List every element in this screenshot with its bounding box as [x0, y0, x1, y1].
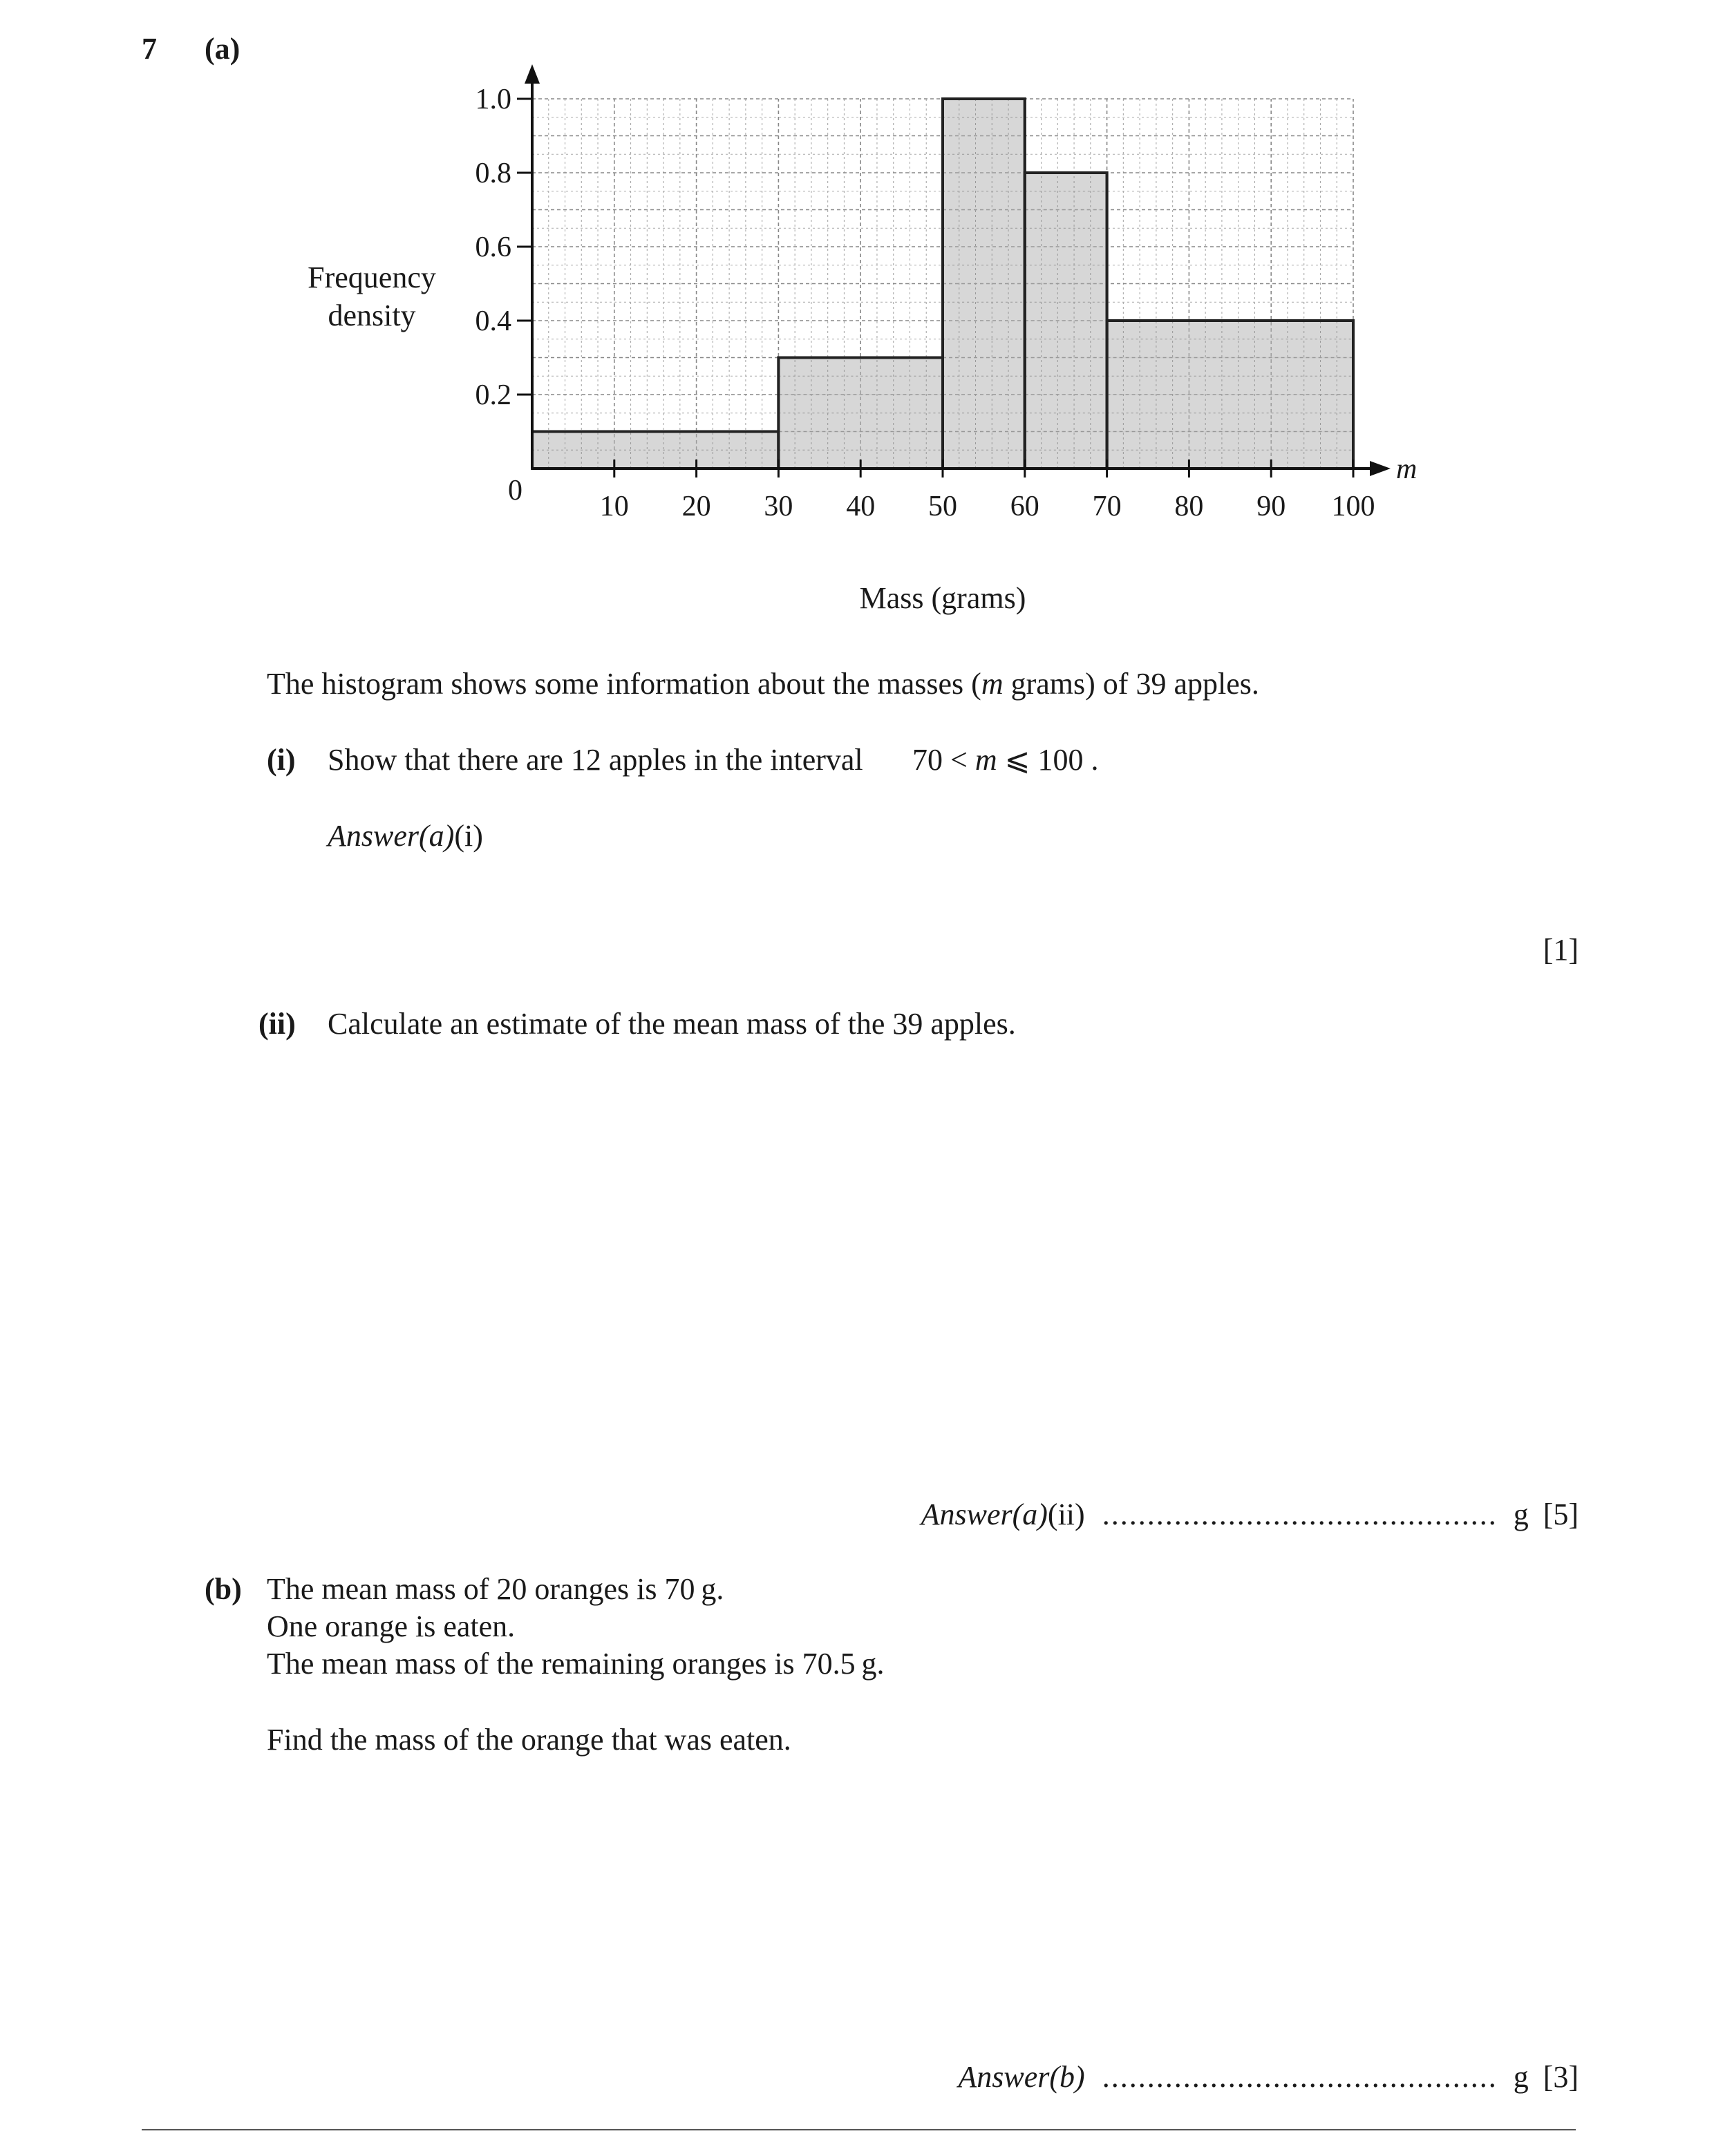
y-tick-label: 0.6 — [475, 231, 511, 263]
question-number: 7 — [142, 32, 157, 66]
y-axis-arrow — [525, 64, 540, 84]
part-b-line-3: The mean mass of the remaining oranges is 70.5 g. — [267, 1647, 885, 1681]
sub-i-label: (i) — [267, 743, 296, 777]
x-tick-label: 100 — [1331, 491, 1375, 522]
part-b-line-2: One orange is eaten. — [267, 1609, 516, 1643]
y-axis-label: density — [328, 299, 416, 332]
x-tick-label: 40 — [846, 491, 876, 522]
question-stem: The histogram shows some information about the masses (m grams) of 39 apples. — [267, 667, 1259, 701]
x-tick-label: 70 — [1092, 491, 1122, 522]
page-footer-rule — [142, 2129, 1576, 2130]
histogram-bar — [1107, 321, 1353, 469]
y-tick-label: 0.4 — [475, 305, 511, 337]
histogram-chart — [0, 0, 1714, 636]
x-tick-label: 50 — [928, 491, 957, 522]
x-axis-variable: m — [1396, 453, 1418, 485]
y-axis-label: Frequency — [308, 261, 436, 294]
sub-ii-answer-label: Answer(a) — [921, 1497, 1048, 1531]
x-tick-label: 10 — [599, 491, 629, 522]
part-b-unit: g — [1513, 2060, 1529, 2094]
sub-ii-text: Calculate an estimate of the mean mass of the 39 apples. — [328, 1007, 1016, 1041]
x-tick-label: 90 — [1256, 491, 1286, 522]
part-a-label: (a) — [205, 32, 241, 66]
part-b-answer-field[interactable]: ............................................ — [1102, 2060, 1498, 2094]
x-tick-label: 60 — [1010, 491, 1039, 522]
sub-ii-answer-field[interactable]: ............................................ — [1102, 1497, 1498, 1531]
part-b-marks: [3] — [1543, 2060, 1579, 2094]
part-b-line-1: The mean mass of 20 oranges is 70 g. — [267, 1572, 724, 1606]
y-tick-label: 0.2 — [475, 379, 511, 411]
sub-ii-marks: [5] — [1543, 1497, 1579, 1531]
y-tick-label: 1.0 — [475, 84, 511, 115]
sub-ii-answer-line — [921, 1495, 1579, 1533]
sub-i-marks: [1] — [1543, 933, 1579, 967]
x-axis-label: Mass (grams) — [859, 581, 1026, 615]
x-axis-arrow — [1370, 461, 1391, 476]
y-tick-label: 0.8 — [475, 158, 511, 189]
sub-ii-unit: g — [1513, 1497, 1529, 1531]
part-b-answer-line — [958, 2058, 1579, 2096]
sub-i-text: Show that there are 12 apples in the interval — [328, 743, 863, 777]
part-b-task: Find the mass of the orange that was eaten. — [267, 1723, 791, 1757]
sub-ii-label: (ii) — [258, 1007, 296, 1041]
x-tick-label: 30 — [764, 491, 793, 522]
x-tick-label: 20 — [681, 491, 711, 522]
sub-ii-answer-label-part: (ii) — [1047, 1497, 1085, 1531]
part-b-label: (b) — [205, 1572, 242, 1606]
sub-i-interval: 70 < m ⩽ 100 . — [912, 743, 1099, 777]
x-tick-label: 80 — [1174, 491, 1204, 522]
origin-label: 0 — [508, 475, 522, 507]
sub-i-answer-label: Answer(a)(i) — [328, 819, 483, 853]
part-b-answer-label: Answer(b) — [958, 2060, 1085, 2094]
